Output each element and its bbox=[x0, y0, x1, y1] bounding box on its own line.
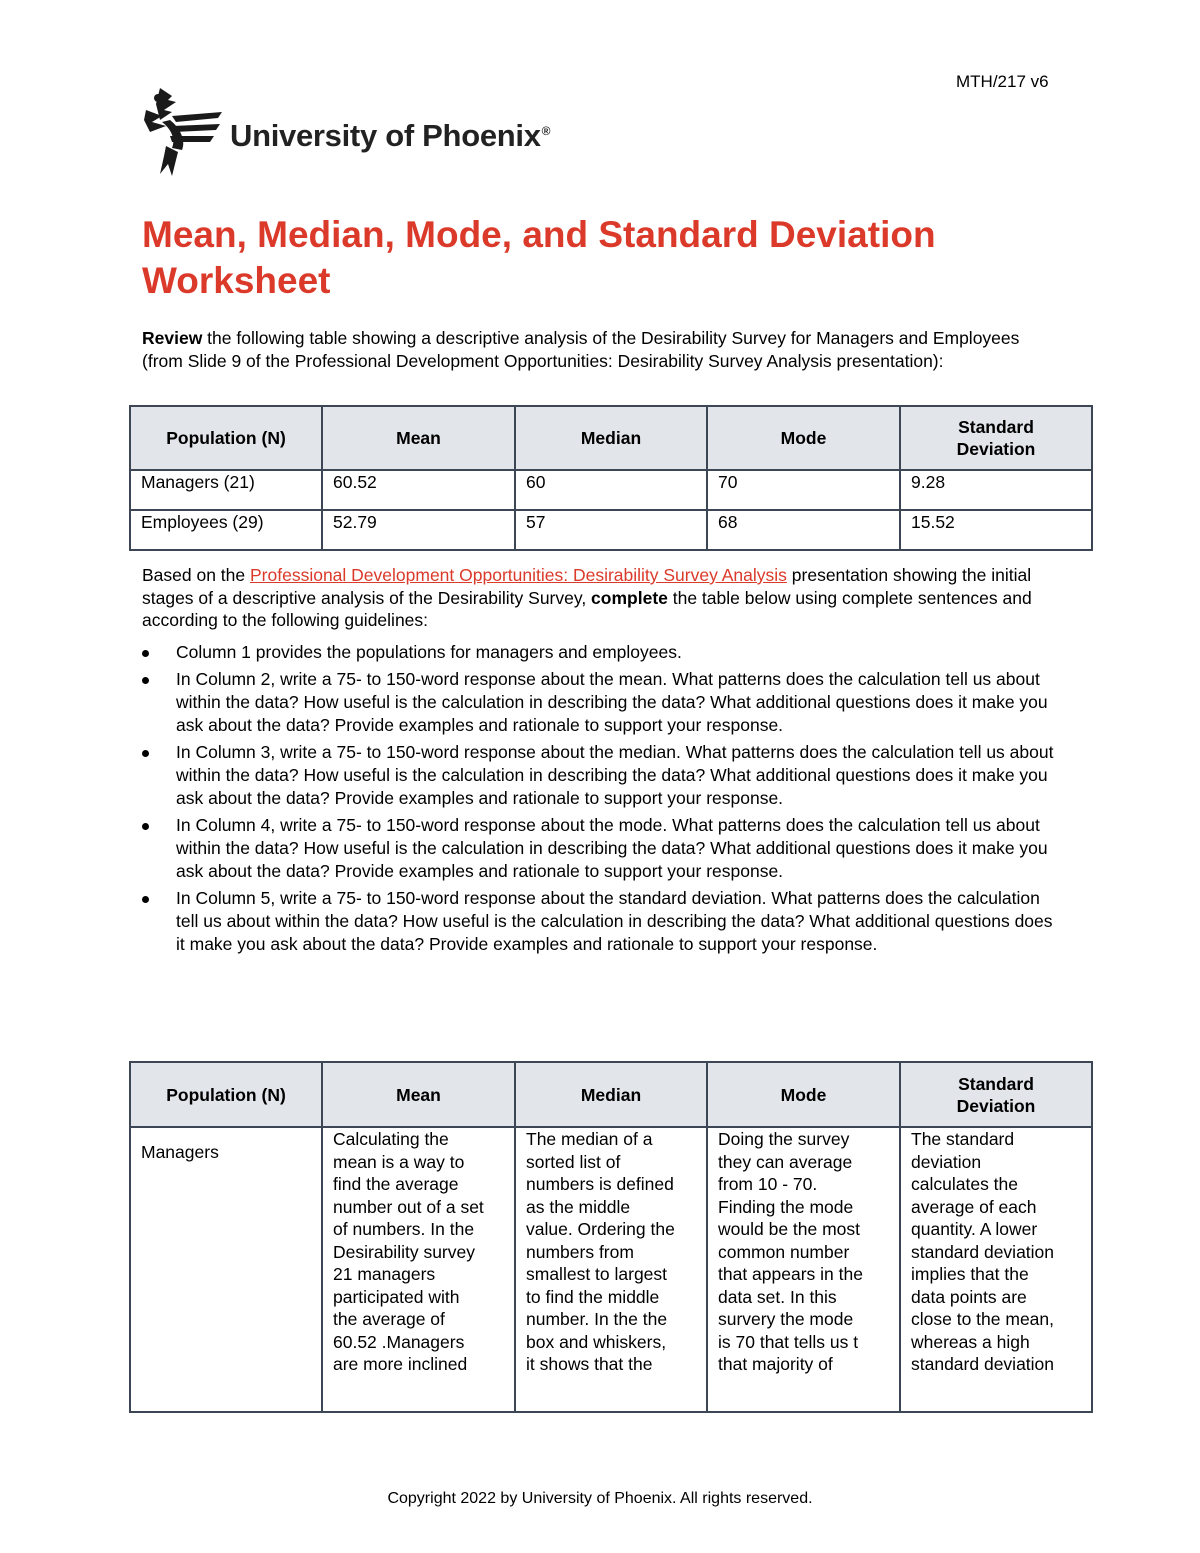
instructions-text: presentation showing the initial stages of a descriptive analysis of the Desirability Survey, bbox=[142, 565, 1032, 608]
response-line: average of each bbox=[911, 1196, 1037, 1217]
table-cell: 70 bbox=[707, 470, 900, 510]
response-line: Doing the survey bbox=[718, 1129, 850, 1149]
logo-text: University of Phoenix® bbox=[230, 118, 551, 153]
response-line: The standard bbox=[911, 1129, 1015, 1149]
list-item bbox=[142, 641, 1062, 664]
response-line: standard deviation bbox=[911, 1241, 1055, 1262]
intro-bold: Review bbox=[142, 328, 203, 348]
response-line: quantity. A lower bbox=[911, 1219, 1038, 1239]
phoenix-bird-icon bbox=[142, 86, 224, 178]
list-item-text: In Column 4, write a 75- to 150-word response about the mode. What patterns does the calculation tell us about within the data? How useful is the calculation in describing the data? What additional questions does it make you ask about the data? Provide examples and rationale to support your response. bbox=[176, 815, 1048, 881]
response-line: data set. In this bbox=[718, 1286, 837, 1307]
intro-text: the following table showing a descriptive analysis of the Desirability Survey for Managers and Employees (from Slide 9 of the Professional Development Opportunities: Desirability Survey Analysis presentation): bbox=[142, 328, 1020, 371]
table-header-row bbox=[130, 406, 1092, 470]
response-line: the average of bbox=[333, 1309, 445, 1329]
header-median: Median bbox=[515, 406, 707, 470]
response-line: find the average bbox=[333, 1174, 459, 1194]
instructions-paragraph bbox=[142, 564, 1062, 632]
list-item bbox=[142, 887, 1062, 955]
header-mode: Mode bbox=[707, 1062, 900, 1127]
table-header-row bbox=[130, 1062, 1092, 1127]
response-line: to find the middle bbox=[526, 1286, 660, 1307]
list-item bbox=[142, 668, 1062, 736]
table-row bbox=[130, 1127, 1092, 1412]
response-line: value. Ordering the bbox=[526, 1219, 675, 1239]
table-cell: 60 bbox=[515, 470, 707, 510]
response-line: they can average bbox=[718, 1151, 853, 1172]
response-line: from 10 - 70. bbox=[718, 1174, 818, 1194]
header-population: Population (N) bbox=[130, 406, 322, 470]
response-line: as the middle bbox=[526, 1196, 631, 1217]
response-line: The median of a bbox=[526, 1129, 653, 1149]
response-line: standard deviation bbox=[911, 1354, 1055, 1374]
page-title: Mean, Median, Mode, and Standard Deviation Worksheet bbox=[142, 214, 936, 301]
bullet-icon bbox=[142, 677, 149, 684]
list-item bbox=[142, 814, 1062, 882]
university-logo bbox=[142, 86, 550, 178]
response-line: deviation bbox=[911, 1151, 982, 1172]
bullet-icon bbox=[142, 750, 149, 757]
response-line: Calculating the bbox=[333, 1129, 449, 1149]
table-cell: 15.52 bbox=[900, 510, 1092, 550]
response-line: it shows that the bbox=[526, 1354, 653, 1374]
guidelines-list bbox=[142, 641, 1062, 960]
course-code: MTH/217 v6 bbox=[956, 72, 1049, 91]
list-item-text: Column 1 provides the populations for managers and employees. bbox=[176, 642, 682, 662]
header-mean: Mean bbox=[322, 406, 515, 470]
table-cell: 60.52 bbox=[322, 470, 515, 510]
table-cell: 9.28 bbox=[900, 470, 1092, 510]
table-row bbox=[130, 510, 1092, 550]
instructions-bold: complete bbox=[591, 587, 668, 608]
list-item bbox=[142, 741, 1062, 809]
list-item-text: In Column 3, write a 75- to 150-word response about the median. What patterns does the calculation tell us about within the data? How useful is the calculation in describing the data? What additional questions does it make you ask about the data? Provide examples and rationale to support your response. bbox=[176, 742, 1054, 808]
response-line: mean is a way to bbox=[333, 1151, 465, 1172]
response-line: that majority of bbox=[718, 1354, 833, 1374]
response-table bbox=[129, 1061, 1093, 1413]
table-cell: 57 bbox=[515, 510, 707, 550]
header-median: Median bbox=[515, 1062, 707, 1127]
table-row bbox=[130, 470, 1092, 510]
response-line: 21 managers bbox=[333, 1264, 436, 1284]
response-line: implies that the bbox=[911, 1264, 1029, 1284]
table-cell: 52.79 bbox=[322, 510, 515, 550]
response-line: numbers from bbox=[526, 1241, 634, 1262]
table-cell: Employees (29) bbox=[130, 510, 322, 550]
response-line: would be the most bbox=[718, 1219, 861, 1239]
response-line: sorted list of bbox=[526, 1151, 621, 1172]
bullet-icon bbox=[142, 650, 149, 657]
response-line: of numbers. In the bbox=[333, 1219, 475, 1239]
header-mean: Mean bbox=[322, 1062, 515, 1127]
response-line: close to the mean, bbox=[911, 1309, 1054, 1329]
response-line: whereas a high bbox=[911, 1331, 1030, 1352]
response-line: that appears in the bbox=[718, 1264, 863, 1284]
response-line: survery the mode bbox=[718, 1309, 854, 1329]
response-line: common number bbox=[718, 1241, 850, 1262]
copyright-footer: Copyright 2022 by University of Phoenix. All rights reserved. bbox=[387, 1490, 813, 1507]
response-line: numbers is defined bbox=[526, 1174, 674, 1194]
table-cell: Managers (21) bbox=[130, 470, 322, 510]
bullet-icon bbox=[142, 896, 149, 903]
response-line: calculates the bbox=[911, 1174, 1019, 1194]
bullet-icon bbox=[142, 823, 149, 830]
presentation-link[interactable]: Professional Development Opportunities: Desirability Survey Analysis bbox=[250, 565, 787, 585]
median-response-cell[interactable] bbox=[515, 1127, 707, 1412]
response-line: number out of a set bbox=[333, 1196, 484, 1217]
response-line: Desirability survey bbox=[333, 1241, 475, 1262]
list-item-text: In Column 2, write a 75- to 150-word response about the mean. What patterns does the calculation tell us about within the data? How useful is the calculation in describing the data? What additional questions does it make you ask about the data? Provide examples and rationale to support your response. bbox=[176, 669, 1048, 735]
header-std bbox=[900, 1062, 1092, 1127]
response-line: Finding the mode bbox=[718, 1196, 854, 1217]
intro-paragraph bbox=[142, 327, 1062, 372]
header-std bbox=[900, 406, 1092, 470]
instructions-text: Based on the bbox=[142, 565, 250, 585]
response-line: are more inclined bbox=[333, 1354, 468, 1374]
table-cell: 68 bbox=[707, 510, 900, 550]
response-line: smallest to largest bbox=[526, 1264, 668, 1284]
response-line: number. In the the bbox=[526, 1309, 668, 1329]
header-std-label: Standard Deviation bbox=[956, 1073, 1036, 1116]
response-line: box and whiskers, bbox=[526, 1331, 667, 1352]
list-item-text: In Column 5, write a 75- to 150-word response about the standard deviation. What patterns does the calculation tell us about within the data? How useful is the calculation in describing the data? What additional questions does it make you ask about the data? Provide examples and rationale to support your response. bbox=[176, 887, 1053, 954]
header-std-label: Standard Deviation bbox=[956, 417, 1036, 459]
response-line: data points are bbox=[911, 1286, 1027, 1307]
mean-response-cell[interactable] bbox=[322, 1127, 515, 1412]
response-line: 60.52 .Managers bbox=[333, 1331, 465, 1352]
header-population: Population (N) bbox=[130, 1062, 322, 1127]
instructions-text: the table below using complete sentences and according to the following guidelines: bbox=[142, 587, 1032, 630]
population-cell[interactable]: Managers bbox=[130, 1127, 322, 1412]
mode-response-cell[interactable] bbox=[707, 1127, 900, 1412]
response-line: is 70 that tells us t bbox=[718, 1331, 859, 1352]
summary-table bbox=[129, 405, 1093, 551]
response-line: participated with bbox=[333, 1286, 460, 1307]
header-mode: Mode bbox=[707, 406, 900, 470]
std-response-cell[interactable] bbox=[900, 1127, 1092, 1412]
